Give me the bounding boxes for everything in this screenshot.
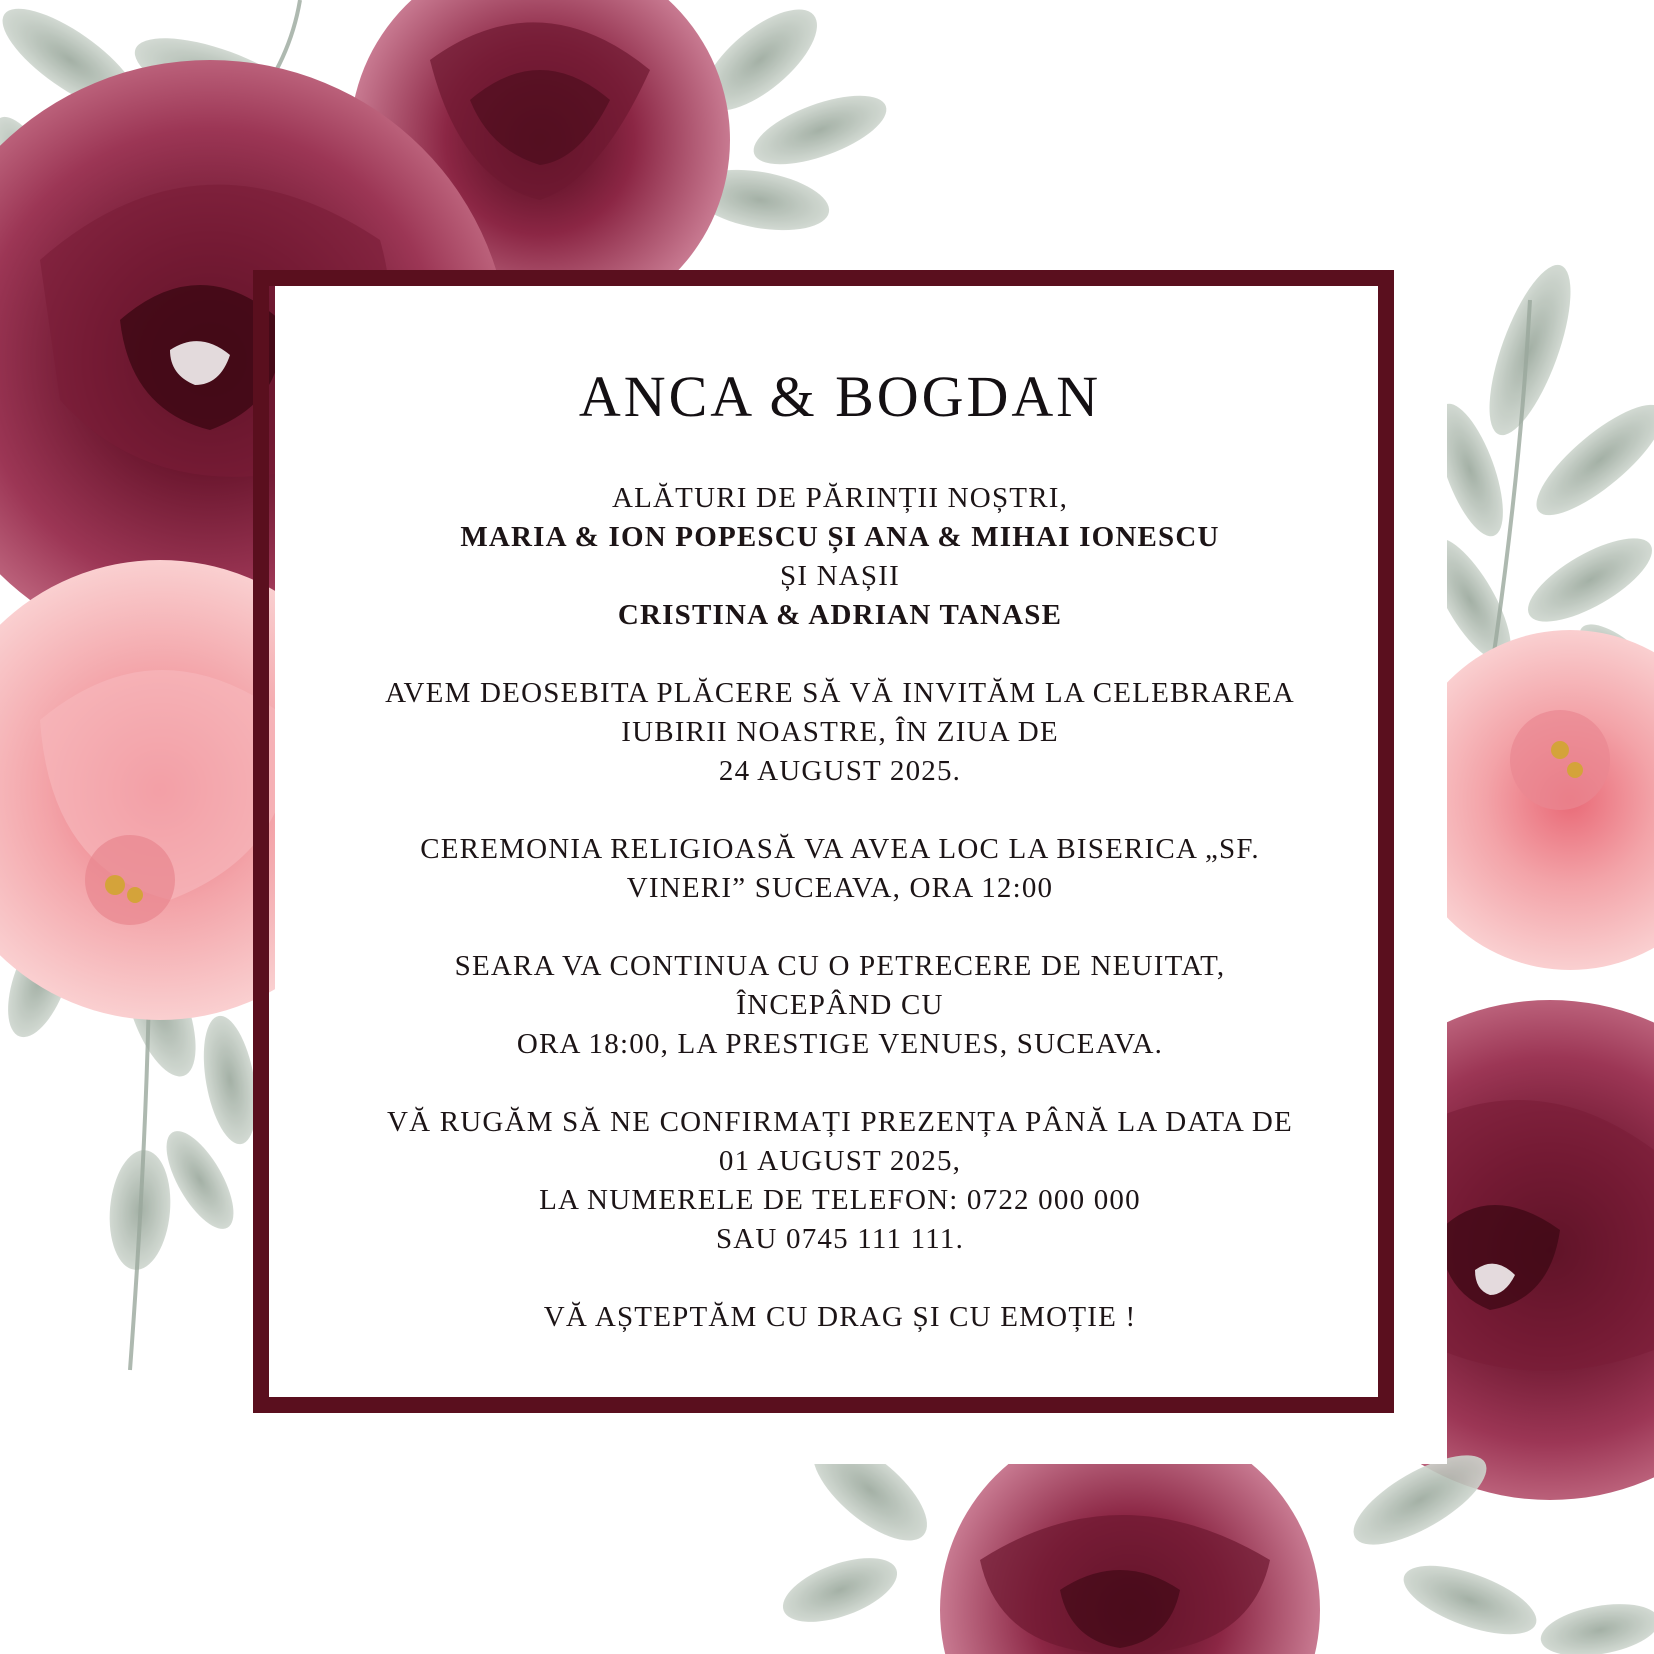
- spacer: [340, 1259, 1340, 1298]
- couple-names: ANCA & BOGDAN: [578, 364, 1102, 429]
- spacer: [340, 635, 1340, 674]
- rsvp-line-2: 01 AUGUST 2025,: [718, 1145, 962, 1177]
- godparents-intro: ȘI NAȘII: [780, 560, 900, 592]
- ceremony-line-1: CEREMONIA RELIGIOASĂ VA AVEA LOC LA BISERICA „SF.: [420, 833, 1260, 865]
- rsvp-line-3: LA NUMERELE DE TELEFON: 0722 000 000: [539, 1184, 1141, 1216]
- rsvp-line-1: VĂ RUGĂM SĂ NE CONFIRMAȚI PREZENȚA PÂNĂ LA DATA DE: [387, 1106, 1293, 1138]
- party-line-1: SEARA VA CONTINUA CU O PETRECERE DE NEUITAT,: [454, 950, 1226, 982]
- godparents-names: CRISTINA & ADRIAN TANASE: [617, 599, 1063, 631]
- party-line-2: ÎNCEPÂND CU: [736, 989, 944, 1021]
- ceremony-line-2: VINERI” SUCEAVA, ORA 12:00: [626, 872, 1054, 904]
- party-line-3: ORA 18:00, LA PRESTIGE VENUES, SUCEAVA.: [516, 1028, 1164, 1060]
- invitation-text: [340, 355, 1340, 1337]
- invite-line-1: AVEM DEOSEBITA PLĂCERE SĂ VĂ INVITĂM LA CELEBRAREA: [385, 677, 1295, 709]
- invite-date: 24 AUGUST 2025.: [718, 755, 962, 787]
- spacer: [340, 1064, 1340, 1103]
- parents-intro: ALĂTURI DE PĂRINȚII NOȘTRI,: [611, 482, 1069, 514]
- invite-line-2: IUBIRII NOASTRE, ÎN ZIUA DE: [621, 716, 1059, 748]
- spacer: [340, 791, 1340, 830]
- spacer: [340, 908, 1340, 947]
- closing-line: VĂ AȘTEPTĂM CU DRAG ȘI CU EMOȚIE !: [543, 1301, 1137, 1333]
- parents-names: MARIA & ION POPESCU ȘI ANA & MIHAI IONESCU: [460, 521, 1220, 553]
- rsvp-line-4: SAU 0745 111 111.: [715, 1223, 965, 1255]
